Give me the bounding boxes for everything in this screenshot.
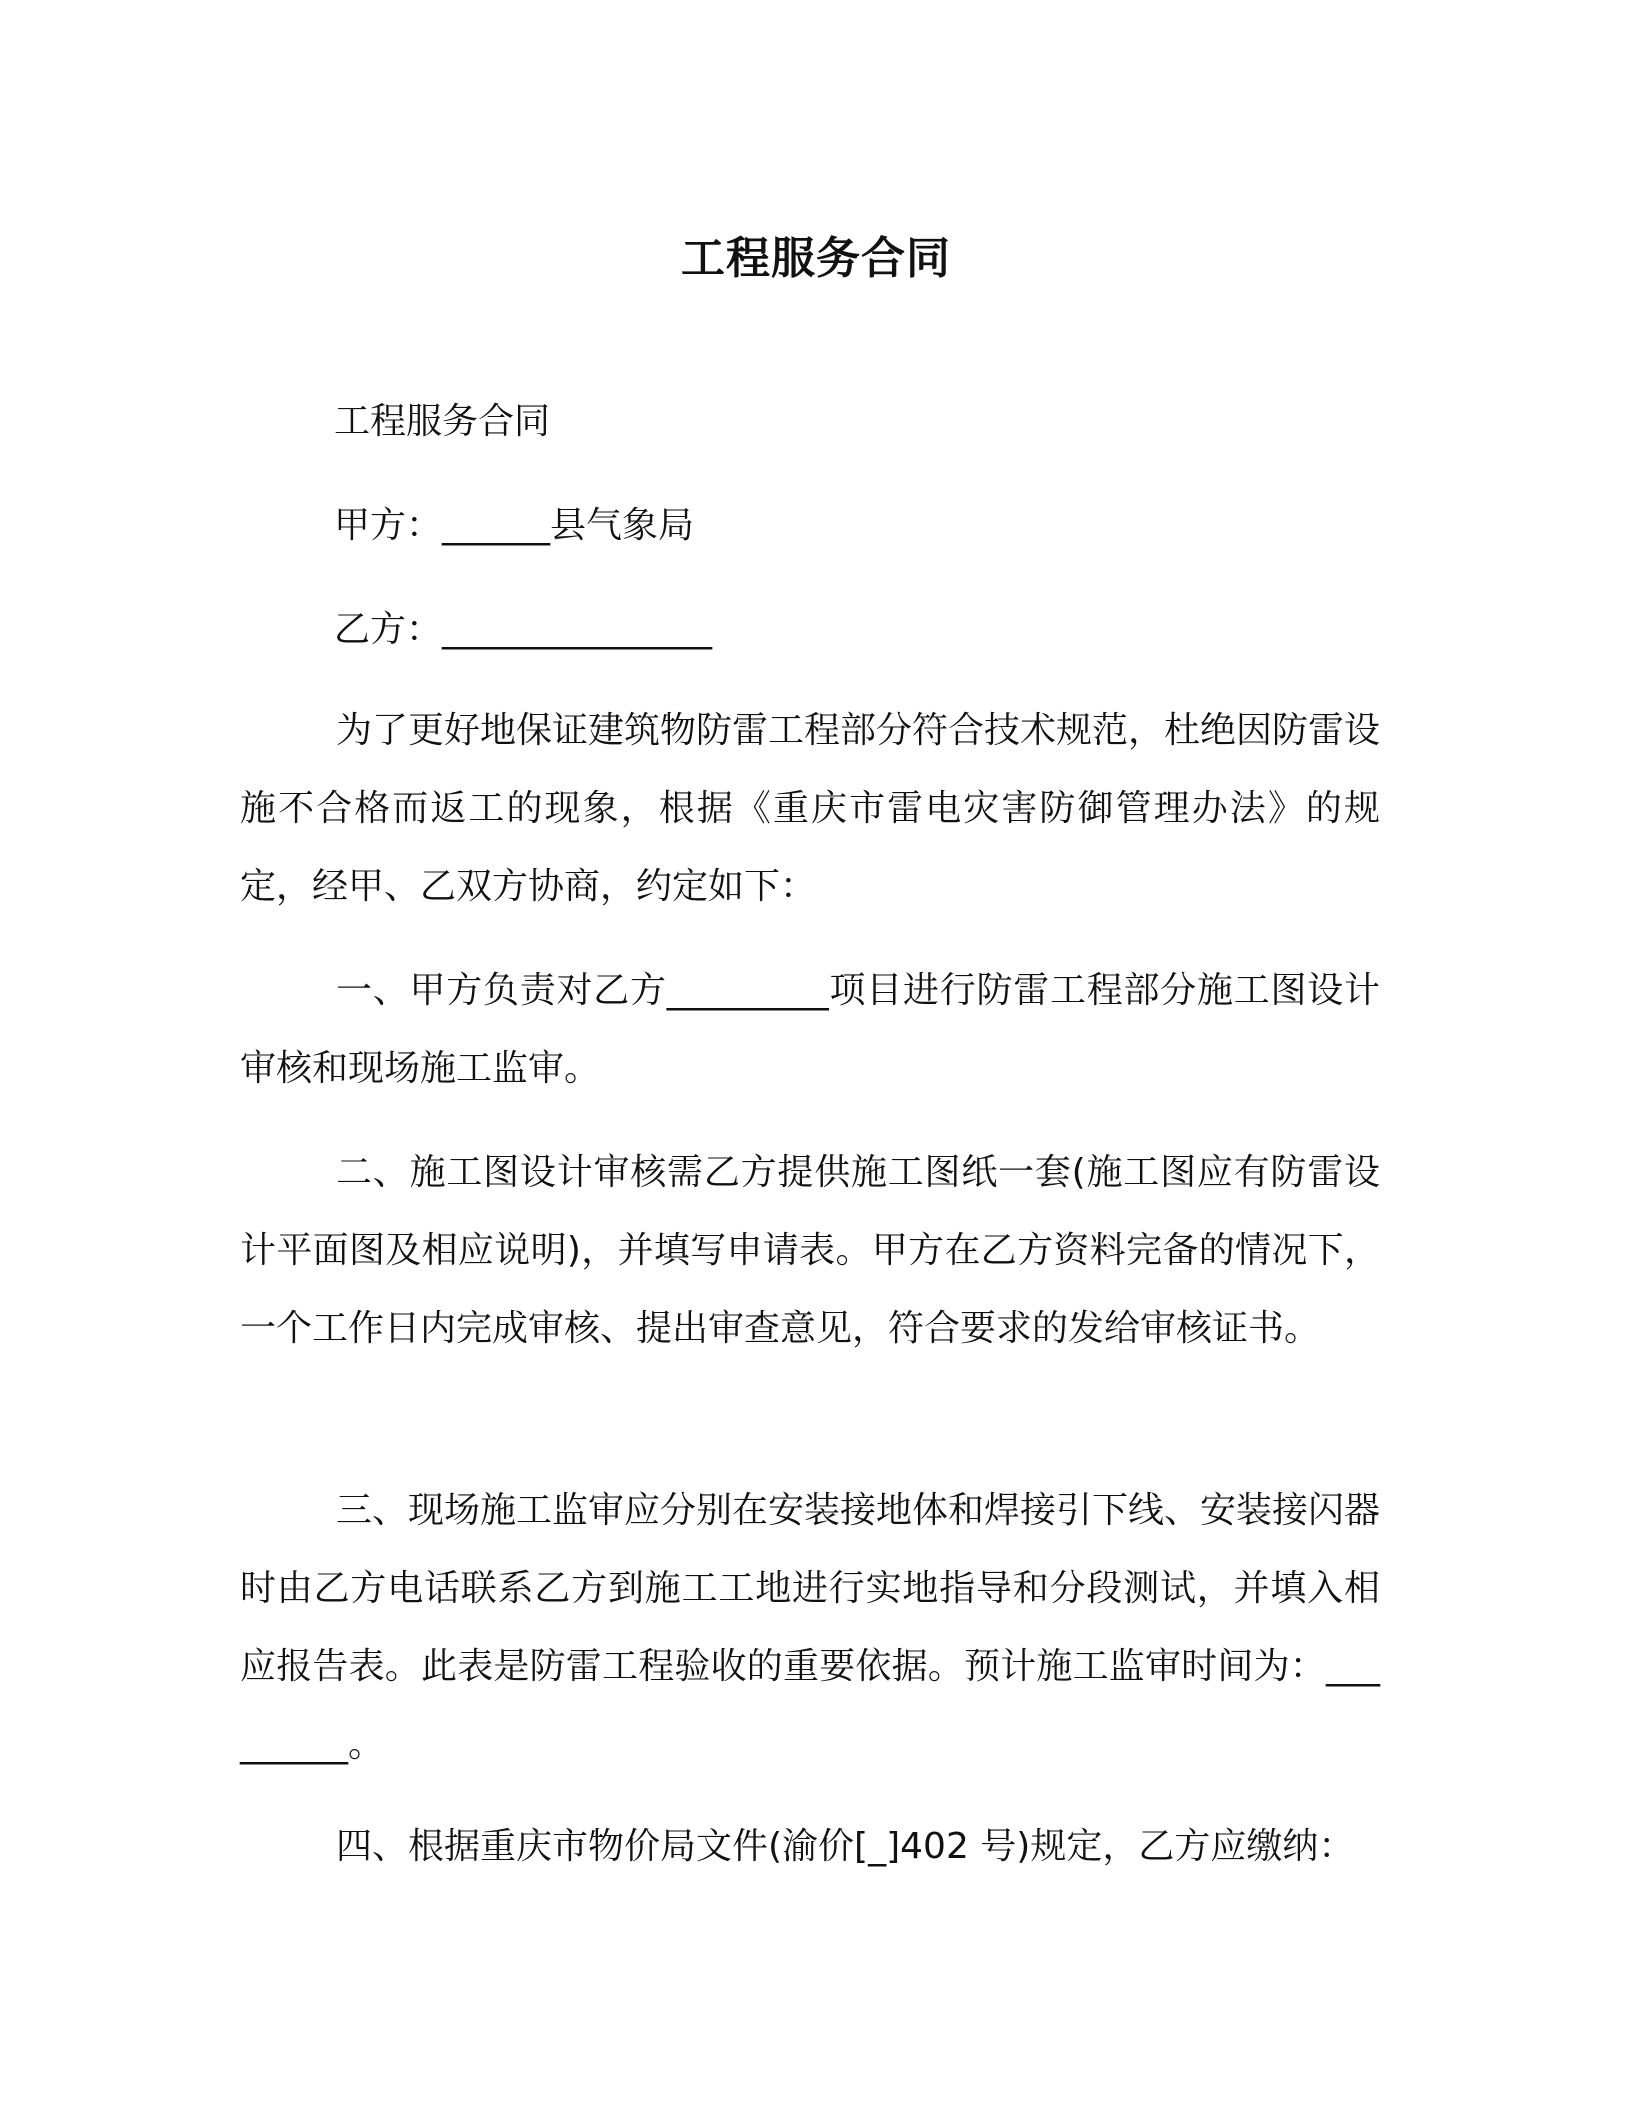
party-b-line: 乙方：_______________ xyxy=(334,609,713,650)
document-title: 工程服务合同 xyxy=(681,233,951,284)
paragraph-clause-4: 四、根据重庆市物价局文件(渝价[_]402 号)规定，乙方应缴纳： xyxy=(336,1826,1355,1867)
paragraph-clause-2: 二、施工图设计审核需乙方提供施工图纸一套(施工图应有防雷设计平面图及相应说明)，并填写申请表。甲方在乙方资料完备的情况下，一个工作日内完成审核、提出审查意见，符合要求的发给审核证书。 xyxy=(240,1152,1380,1349)
paragraph-clause-1: 一、甲方负责对乙方_________项目进行防雷工程部分施工图设计审核和现场施工监审。 xyxy=(240,970,1380,1089)
paragraph-intro: 为了更好地保证建筑物防雷工程部分符合技术规范，杜绝因防雷设施不合格而返工的现象，根据《重庆市雷电灾害防御管理办法》的规定，经甲、乙双方协商，约定如下： xyxy=(240,710,1381,907)
document-subtitle: 工程服务合同 xyxy=(334,401,551,442)
paragraph-clause-3: 三、现场施工监审应分别在安装接地体和焊接引下线、安装接闪器时由乙方电话联系乙方到施工工地进行实地指导和分段测试，并填入相应报告表。此表是防雷工程验收的重要依据。预计施工监审时间为：_________。 xyxy=(240,1490,1381,1765)
party-a-line: 甲方：______县气象局 xyxy=(334,505,695,546)
